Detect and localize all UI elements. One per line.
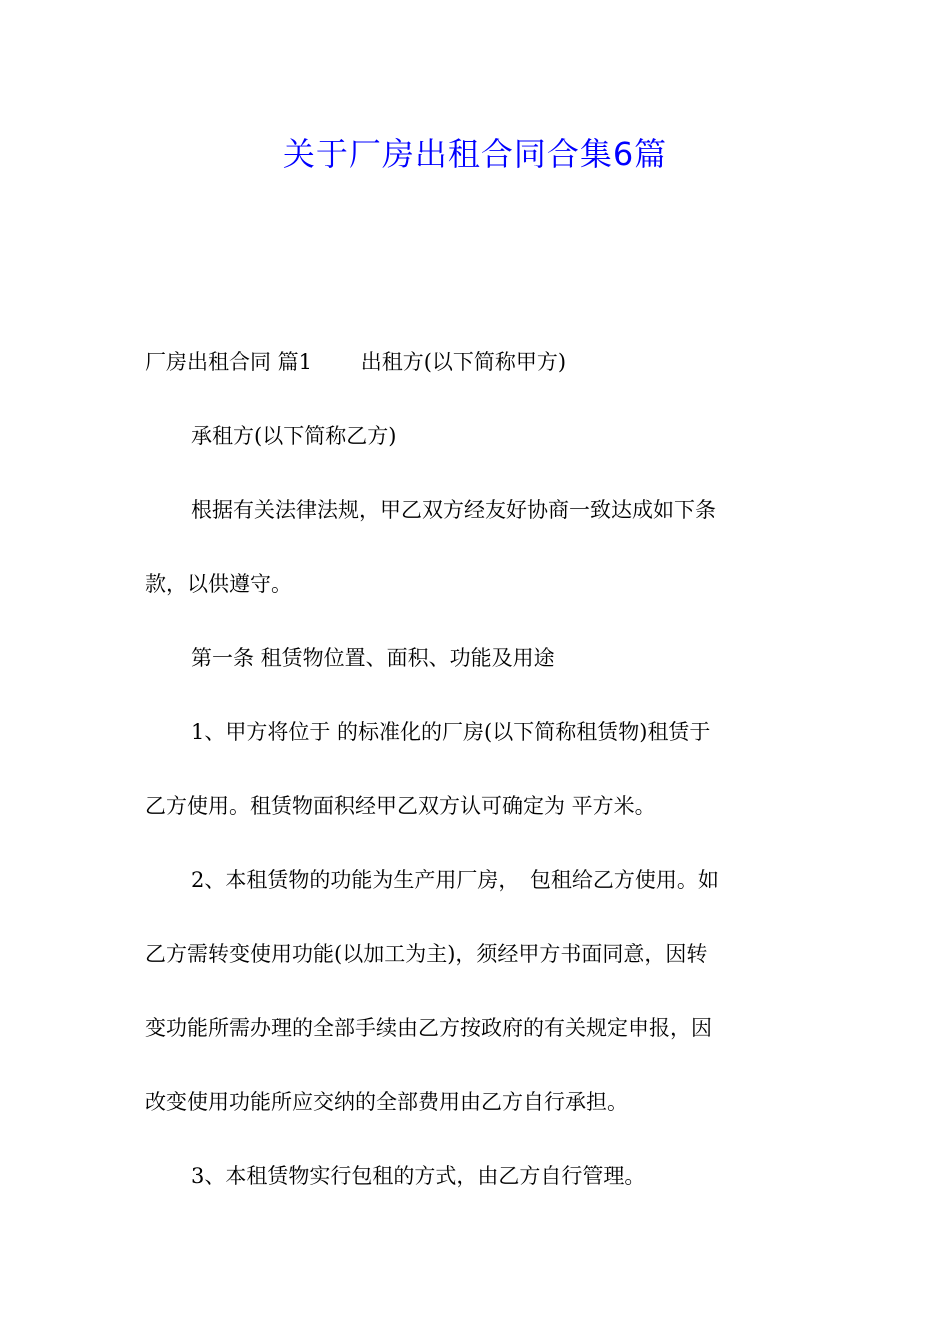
paragraph-line: 3、本租赁物实行包租的方式，由乙方自行管理。 <box>191 1164 646 1188</box>
paragraph-line: 厂房出租合同 篇1 出租方(以下简称甲方) <box>145 350 567 374</box>
document-title: 关于厂房出租合同合集6篇 <box>282 135 668 173</box>
paragraph-line: 1、甲方将位于 的标准化的厂房(以下简称租赁物)租赁于 <box>191 720 711 744</box>
paragraph-line: 款，以供遵守。 <box>145 572 292 596</box>
paragraph-line: 承租方(以下简称乙方) <box>191 424 397 448</box>
paragraph-line: 根据有关法律法规，甲乙双方经友好协商一致达成如下条 <box>191 498 716 522</box>
paragraph-line: 乙方需转变使用功能(以加工为主)，须经甲方书面同意，因转 <box>145 942 708 966</box>
paragraph-line: 乙方使用。租赁物面积经甲乙双方认可确定为 平方米。 <box>145 794 656 818</box>
paragraph-line: 改变使用功能所应交纳的全部费用由乙方自行承担。 <box>145 1090 628 1114</box>
paragraph-line: 2、本租赁物的功能为生产用厂房， 包租给乙方使用。如 <box>191 868 719 892</box>
paragraph-line: 变功能所需办理的全部手续由乙方按政府的有关规定申报，因 <box>145 1016 712 1040</box>
paragraph-line: 第一条 租赁物位置、面积、功能及用途 <box>191 646 555 670</box>
